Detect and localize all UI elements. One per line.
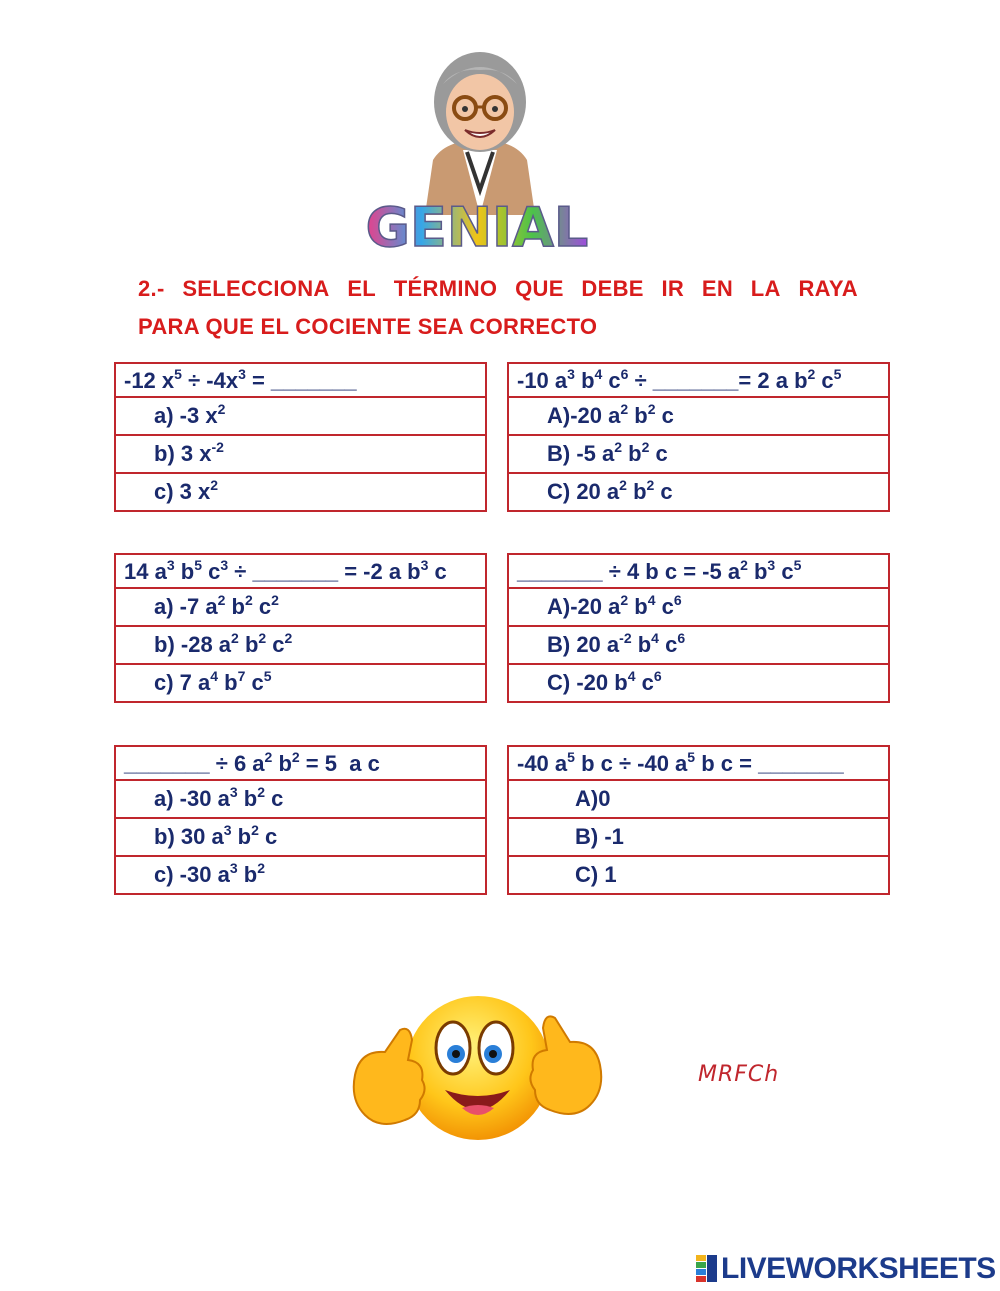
instruction-word: EN [701,276,734,301]
liveworksheets-logo-icon [696,1255,718,1283]
question-1-option-a[interactable]: a) -3 $x^2$ [114,398,487,436]
question-1-option-b[interactable]: b) 3 $x^{-2}$ [114,436,487,474]
question-3-option-a[interactable]: a) -7 $a^2$ $b^2$ $c^2$ [114,589,487,627]
question-3-option-c[interactable]: c) 7 $a^4$ $b^7$ $c^5$ [114,665,487,703]
instruction-word: IR [661,276,685,301]
question-4-option-a[interactable]: A)-20 $a^2$ $b^4$ $c^6$ [507,589,890,627]
instruction-word: LA [750,276,781,301]
question-4-option-c[interactable]: C) -20 $b^4$ $c^6$ [507,665,890,703]
instruction-word: TÉRMINO [393,276,498,301]
question-3-prompt: 14 $a^3$ $b^5$ $c^3$ ÷ _______ = -2 a $b^3$ c [114,553,487,589]
instruction-word: EL [347,276,377,301]
genial-title [360,196,595,258]
thumbs-up-emoji-image [350,990,605,1150]
question-6-prompt: -40 $a^5$ b c ÷ -40 $a^5$ b c = _______ [507,745,890,781]
question-5-option-c[interactable]: c) -30 $a^3$ $b^2$ [114,857,487,895]
question-6-table [507,745,890,895]
instruction-word: QUE [515,276,564,301]
question-5-table [114,745,487,895]
question-1-table [114,362,487,512]
question-3-table [114,553,487,703]
liveworksheets-brand [696,1253,996,1285]
question-3-option-b[interactable]: b) -28 $a^2$ $b^2$ $c^2$ [114,627,487,665]
question-2-option-a[interactable]: A)-20 $a^2$ $b^2$ c [507,398,890,436]
question-6-option-b[interactable]: B) -1 [507,819,890,857]
genial-text: GENIAL [365,196,589,259]
question-2-prompt: -10 $a^3$ $b^4$ $c^6$ ÷ _______= 2 a $b^2$ $c^5$ [507,362,890,398]
question-2-option-b[interactable]: B) -5 $a^2$ $b^2$ c [507,436,890,474]
instruction-word: RAYA [798,276,858,301]
question-5-option-b[interactable]: b) 30 $a^3$ $b^2$ c [114,819,487,857]
question-1-option-c[interactable]: c) 3 $x^2$ [114,474,487,512]
instruction-word: SELECCIONA [182,276,330,301]
instruction-word: 2.- [138,276,165,301]
question-1-prompt: -12 $x^5 \div -4x^3$ = _______ [114,362,487,398]
question-4-table [507,553,890,703]
question-2-option-c[interactable]: C) 20 $a^2$ $b^2$ c [507,474,890,512]
question-5-prompt: _______ ÷ 6 $a^2$ $b^2 = 5$ a c [114,745,487,781]
question-6-option-c[interactable]: C) 1 [507,857,890,895]
question-4-option-b[interactable]: B) 20 $a^{-2}$ $b^4$ $c^6$ [507,627,890,665]
author-signature: MRFCh [698,1062,780,1087]
instruction-line-1 [138,276,858,302]
teacher-avatar-image [415,40,545,215]
brand-name: LIVEWORKSHEETS [721,1252,996,1285]
question-4-prompt: _______ ÷ 4 b c = -5 $a^2$ $b^3$ $c^5$ [507,553,890,589]
question-6-option-a[interactable]: A)0 [507,781,890,819]
question-2-table [507,362,890,512]
instruction-word: DEBE [581,276,644,301]
question-5-option-a[interactable]: a) -30 $a^3$ $b^2$ c [114,781,487,819]
instruction-line-2: PARA QUE EL COCIENTE SEA CORRECTO [138,314,598,339]
